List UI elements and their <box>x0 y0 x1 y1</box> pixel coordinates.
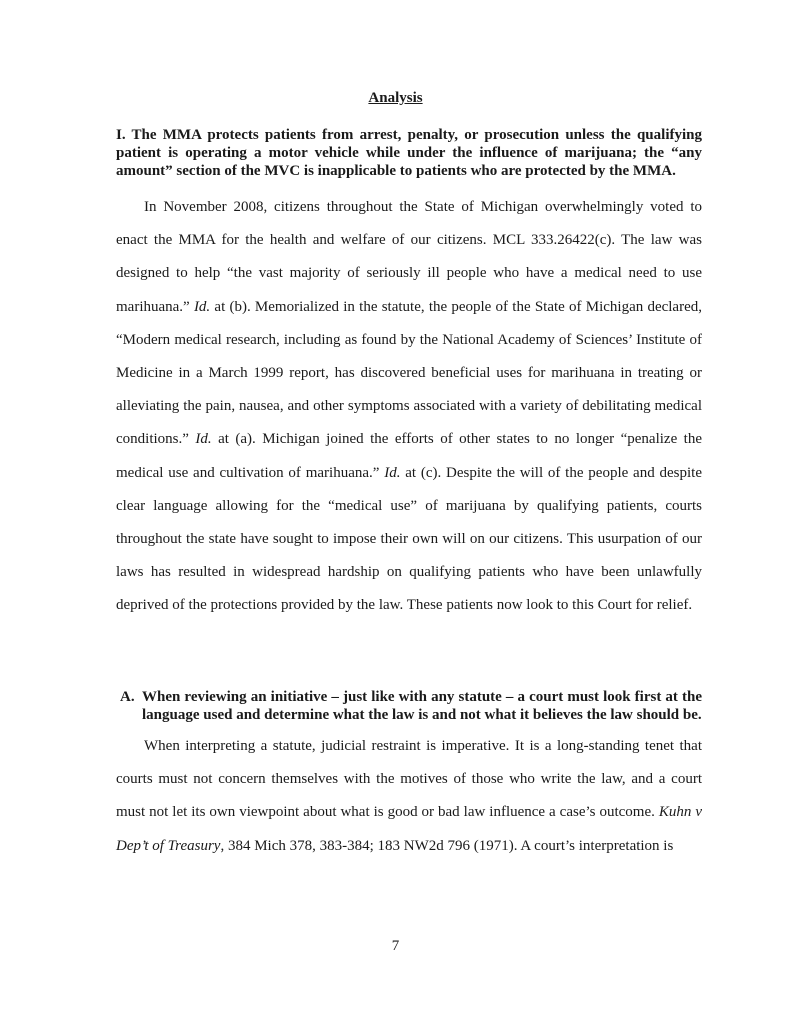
paragraph-text: at (c). Despite the will of the people and despite clear language allowing for the “medical use” of marijuana by qualifying patients, courts throughout the state have sought to impose their own will on our citizens. This usurpation of our laws has resulted in widespread hardship on qualifying patients who have been unlawfully deprived of the protections provided by the law. These patients now look to this Court for relief. <box>116 464 702 614</box>
body-paragraph-2 <box>116 730 702 863</box>
paragraph-text: When interpreting a statute, judicial restraint is imperative. It is a long-standing tenet that courts must not concern themselves with the motives of those who write the law, and a court must not let its own viewpoint about what is good or bad law influence a case’s outcome. <box>116 738 702 821</box>
paragraph-text: at (b). Memorialized in the statute, the people of the State of Michigan declared, “Modern medical research, including as found by the National Academy of Sciences’ Institute of Medicine in a March 1999 report, has discovered beneficial uses for marihuana in treating or alleviating the pain, nausea, and other symptoms associated with a variety of debilitating medical conditions.” <box>116 298 702 448</box>
paragraph-text: , 384 Mich 378, 383-384; 183 NW2d 796 (1971). A court’s interpretation is <box>220 837 674 854</box>
paragraph-text: at (a). Michigan joined the efforts of other states to no longer “penalize the medical use and cultivation of marihuana.” <box>116 431 703 481</box>
citation-id: Id. <box>193 298 211 315</box>
body-paragraph-1 <box>116 191 702 623</box>
subsection-label: A. <box>120 689 135 705</box>
citation-id: Id. <box>195 431 212 448</box>
case-citation: Kuhn v Dep’t of Treasury <box>116 804 702 854</box>
subsection-heading-text: When reviewing an initiative – just like with any statute – a court must look first at the language used and determine what the law is and not what it believes the law should be. <box>142 689 702 723</box>
paragraph-text: In November 2008, citizens throughout the State of Michigan overwhelmingly voted to enact the MMA for the health and welfare of our citizens. MCL 333.26422(c). The law was designed to help “the vast majority of seriously ill people who have a medical need to use marihuana.” <box>116 199 702 315</box>
citation-id: Id. <box>384 464 401 481</box>
page-title: Analysis <box>368 90 423 106</box>
subsection-heading <box>120 688 702 724</box>
page-number: 7 <box>391 938 400 954</box>
section-heading: I. The MMA protects patients from arrest, penalty, or prosecution unless the qualifying patient is operating a motor vehicle while under the influence of marijuana; the “any amount” section of the MVC is inapplicable to patients who are protected by the MMA. <box>116 127 702 179</box>
